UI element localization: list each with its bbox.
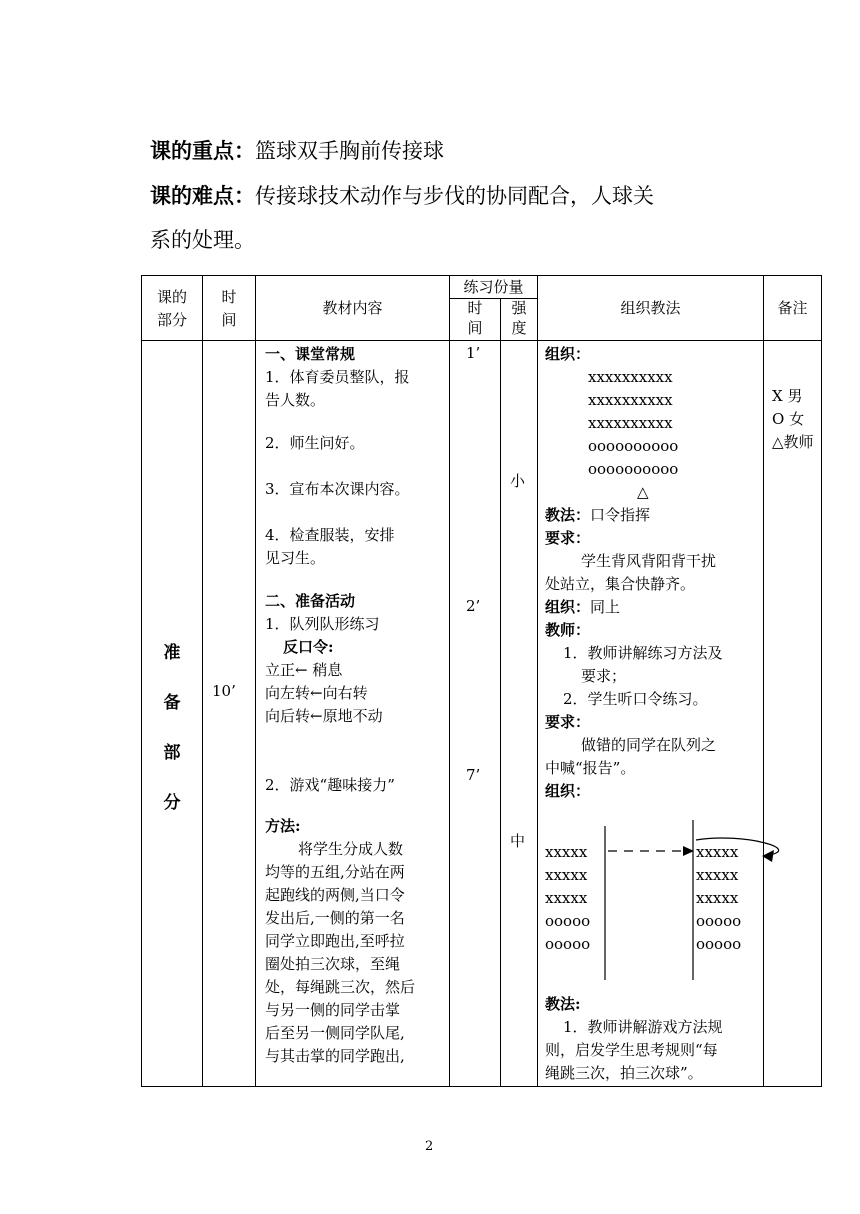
note-teacher: △教师 <box>772 433 814 451</box>
load-time-3: 7’ <box>466 766 481 784</box>
difficulty-text-1: 传接球技术动作与步伐的协同配合，人球关 <box>255 184 654 208</box>
header-intensity: 强 度 <box>511 299 527 337</box>
focus-label: 课的重点： <box>150 138 255 163</box>
header-method: 组织教法 <box>620 299 681 317</box>
load-time-1: 1’ <box>466 344 481 362</box>
notes-legend <box>772 385 814 454</box>
return-arrow-head-icon <box>762 850 774 862</box>
load-time-2: 2’ <box>466 597 481 615</box>
header-notes: 备注 <box>777 299 808 317</box>
formation-row: xxxxxxxxxx <box>588 368 673 386</box>
relay-right-group: xxxxx xxxxx xxxxx ooooo ooooo <box>696 843 742 953</box>
difficulty-text-2: 系的处理。 <box>150 228 255 252</box>
lesson-focus <box>150 135 444 165</box>
header-load-time: 时 间 <box>467 299 483 337</box>
relay-left-group: xxxxx xxxxx xxxxx ooooo ooooo <box>545 843 591 953</box>
method-column: 组织： xxxxxxxxxx xxxxxxxxxx xxxxxxxxxx oooooooooo oooooooooo △ 教法：口令指挥 要求： 学生背风背阳背干扰 处站立，集合快静齐。 组织：同上 教师： 1．教师讲解练习方法及 要求； 2．学生听口令练习。 要求： 做错的同学在队列之 中喊“报告”。 组织： <box>545 343 760 803</box>
part-name: 准 备 部 分 <box>163 643 181 813</box>
lesson-difficulty <box>150 180 654 210</box>
section-warmup-title: 二、准备活动 <box>265 592 356 610</box>
formation-row: oooooooooo <box>588 437 679 455</box>
header-content: 教材内容 <box>322 299 383 317</box>
header-time: 时 间 <box>221 288 237 329</box>
intensity-low: 小 <box>510 472 526 490</box>
section-routine-title: 一、课堂常规 <box>265 345 356 363</box>
relay-diagram <box>538 818 798 988</box>
content-column: 一、课堂常规 1．体育委员整队，报 告人数。 2．师生问好。 3．宣布本次课内容。 4．检查服装，安排 见习生。 二、准备活动 1．队列队形练习 反口令: 立正← 稍息 向左转←向右转 向后转←原地不动 2．游戏“趣味接力” 方法: 将学生分成人数 均等的五组,分站在两 起跑线的两侧,当口令 发出后,一侧的第一名 同学立即跑出,至呼拉 圈处拍三次球，至绳 处，每绳跳三次，然后 与另一侧的同学击掌 后至另一侧同学队尾, 与其击掌的同学跑出, <box>265 345 416 1065</box>
note-male: X 男 <box>772 387 803 405</box>
return-curve <box>696 838 779 856</box>
page-number: 2 <box>425 1139 434 1154</box>
formation-row: oooooooooo <box>588 460 679 478</box>
teacher-triangle-icon: △ <box>637 483 649 501</box>
header-part: 课的 部分 <box>156 288 187 329</box>
formation-row: xxxxxxxxxx <box>588 391 673 409</box>
intensity-medium: 中 <box>510 832 526 850</box>
duration: 10’ <box>212 682 236 700</box>
note-female: O 女 <box>772 410 805 428</box>
formation-row: xxxxxxxxxx <box>588 414 673 432</box>
difficulty-label: 课的难点： <box>150 183 255 208</box>
header-load: 练习份量 <box>463 278 524 296</box>
focus-text: 篮球双手胸前传接球 <box>255 139 444 163</box>
relay-method: 教法: 1．教师讲解游戏方法规 则，启发学生思考规则“每 绳跳三次，拍三次球”。 <box>545 995 723 1082</box>
arrow-head-icon <box>683 846 694 856</box>
